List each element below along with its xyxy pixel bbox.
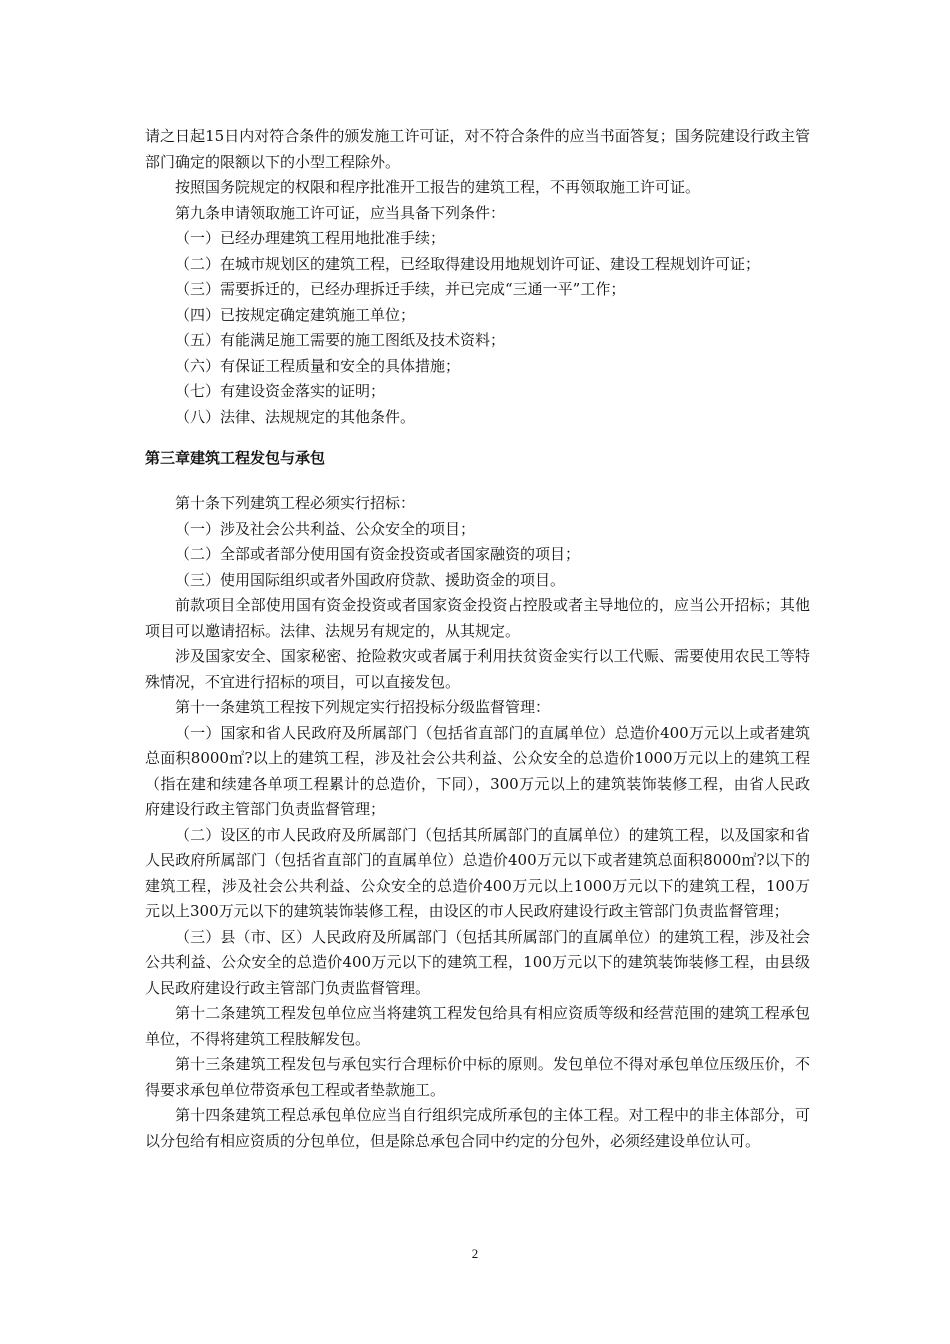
list-item: （六）有保证工程质量和安全的具体措施； — [175, 356, 461, 375]
article-9-paragraph: 第九条申请领取施工许可证，应当具备下列条件： — [175, 203, 506, 222]
list-item: （一）涉及社会公共利益、公众安全的项目； — [175, 519, 476, 538]
list-item: （二）在城市规划区的建筑工程，已经取得建设用地规划许可证、建设工程规划许可证； — [175, 254, 761, 273]
article-10-paragraph: 第十条下列建筑工程必须实行招标： — [175, 494, 416, 512]
section-before-heading — [145, 124, 810, 430]
chapter-heading: 第三章建筑工程发包与承包 — [145, 449, 326, 467]
list-item: （三）需要拆迁的，已经办理拆迁手续，并已完成“三通一平”工作； — [175, 280, 626, 298]
section-after-heading — [145, 491, 810, 1154]
paragraph: 请之日起15日内对符合条件的颁发施工许可证，对不符合条件的应当书面答复；国务院建设行政主管部门确定的限额以下的小型工程除外。 — [145, 127, 810, 171]
list-item: （一）国家和省人民政府及所属部门（包括省直部门的直属单位）总造价400万元以上或者建筑总面积8000㎡?以上的建筑工程，涉及社会公共利益、公众安全的总造价1000万元以上的建筑工程（指在建和续建各单项工程累计的总造价，下同），300万元以上的建筑装饰装修工程，由省人民政府建设行政主管部门负责监督管理； — [145, 723, 810, 818]
paragraph: 按照国务院规定的权限和程序批准开工报告的建筑工程，不再领取施工许可证。 — [175, 178, 701, 196]
document-body — [145, 124, 810, 1154]
article-13-paragraph: 第十三条建筑工程发包与承包实行合理标价中标的原则。发包单位不得对承包单位压级压价，不得要求承包单位带资承包工程或者垫款施工。 — [145, 1055, 810, 1099]
list-item: （一）已经办理建筑工程用地批准手续； — [175, 229, 446, 247]
list-item: （八）法律、法规规定的其他条件。 — [175, 407, 416, 426]
list-item: （二）全部或者部分使用国有资金投资或者国家融资的项目； — [175, 545, 581, 563]
article-11-paragraph: 第十一条建筑工程按下列规定实行招投标分级监督管理： — [175, 698, 551, 716]
article-12-paragraph: 第十二条建筑工程发包单位应当将建筑工程发包给具有相应资质等级和经营范围的建筑工程承包单位，不得将建筑工程肢解发包。 — [145, 1004, 810, 1048]
list-item: （三）县（市、区）人民政府及所属部门（包括其所属部门的直属单位）的建筑工程，涉及社会公共利益、公众安全的总造价400万元以下的建筑工程，100万元以下的建筑装饰装修工程，由县级人民政府建设行政主管部门负责监督管理。 — [145, 927, 810, 997]
list-item: （二）设区的市人民政府及所属部门（包括其所属部门的直属单位）的建筑工程，以及国家和省人民政府所属部门（包括省直部门的直属单位）总造价400万元以下或者建筑总面积8000㎡?以下的建筑工程，涉及社会公共利益、公众安全的总造价400万元以上1000万元以下的建筑工程，100万元以上300万元以下的建筑装饰装修工程，由设区的市人民政府建设行政主管部门负责监督管理； — [145, 825, 810, 920]
list-item: （四）已按规定确定建筑施工单位； — [175, 305, 416, 324]
paragraph: 涉及国家安全、国家秘密、抢险救灾或者属于利用扶贫资金实行以工代赈、需要使用农民工等特殊情况，不宜进行招标的项目，可以直接发包。 — [145, 647, 810, 691]
list-item: （七）有建设资金落实的证明； — [175, 382, 386, 400]
list-item: （三）使用国际组织或者外国政府贷款、援助资金的项目。 — [175, 570, 566, 589]
page-number: 2 — [471, 1246, 479, 1261]
paragraph: 前款项目全部使用国有资金投资或者国家资金投资占控股或者主导地位的，应当公开招标；其他项目可以邀请招标。法律、法规另有规定的，从其规定。 — [145, 596, 810, 640]
list-item: （五）有能满足施工需要的施工图纸及技术资料； — [175, 331, 506, 349]
article-14-paragraph: 第十四条建筑工程总承包单位应当自行组织完成所承包的主体工程。对工程中的非主体部分，可以分包给有相应资质的分包单位，但是除总承包合同中约定的分包外，必须经建设单位认可。 — [145, 1106, 810, 1150]
